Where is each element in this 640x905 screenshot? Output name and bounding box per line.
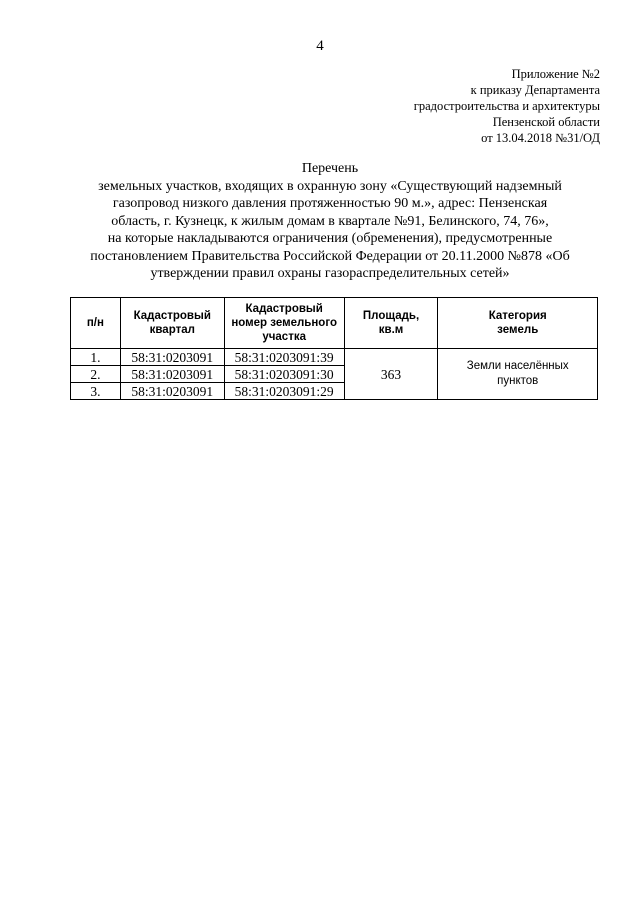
appendix-line: Приложение №2 bbox=[511, 67, 600, 81]
appendix-line: градостроительства и архитектуры bbox=[413, 99, 600, 113]
cell-cadastral-quarter: 58:31:0203091 bbox=[120, 349, 224, 366]
title-line: постановлением Правительства Российской Федерации от 20.11.2000 №878 «Об bbox=[90, 248, 570, 264]
cell-cadastral-quarter: 58:31:0203091 bbox=[120, 366, 224, 383]
cell-num: 1. bbox=[71, 349, 121, 366]
header-area: Площадь, кв.м bbox=[344, 298, 438, 349]
appendix-line: от 13.04.2018 №31/ОД bbox=[481, 131, 600, 145]
cell-num: 3. bbox=[71, 383, 121, 400]
cell-area: 363 bbox=[344, 349, 438, 400]
title-line: земельных участков, входящих в охранную зону «Существующий надземный bbox=[98, 178, 562, 194]
title-line: газопровод низкого давления протяженностью 90 м.», адрес: Пензенская bbox=[112, 196, 548, 211]
cell-cadastral-number: 58:31:0203091:39 bbox=[224, 349, 344, 366]
header-cadastral-quarter: Кадастровый квартал bbox=[120, 298, 224, 349]
table-row bbox=[71, 349, 598, 366]
cell-cadastral-quarter: 58:31:0203091 bbox=[120, 383, 224, 400]
document-title bbox=[40, 160, 620, 283]
title-heading: Перечень bbox=[301, 161, 359, 176]
cell-cadastral-number: 58:31:0203091:30 bbox=[224, 366, 344, 383]
land-plots-table bbox=[70, 297, 598, 400]
cell-land-category: Земли населённых пунктов bbox=[438, 349, 598, 400]
title-line: утверждении правил охраны газораспределительных сетей» bbox=[150, 266, 510, 281]
header-num: п/н bbox=[71, 298, 121, 349]
appendix-header bbox=[414, 66, 600, 146]
title-line: на которые накладываются ограничения (обременения), предусмотренные bbox=[107, 231, 553, 246]
title-line: область, г. Кузнецк, к жилым домам в квартале №91, Белинского, 74, 76», bbox=[111, 213, 549, 229]
header-cadastral-number: Кадастровый номер земельного участка bbox=[224, 298, 344, 349]
header-land-category: Категория земель bbox=[438, 298, 598, 349]
cell-num: 2. bbox=[71, 366, 121, 383]
appendix-line: Пензенской области bbox=[492, 115, 600, 129]
cell-cadastral-number: 58:31:0203091:29 bbox=[224, 383, 344, 400]
appendix-line: к приказу Департамента bbox=[470, 83, 600, 97]
page-number: 4 bbox=[316, 38, 324, 54]
table-header-row bbox=[71, 298, 598, 349]
